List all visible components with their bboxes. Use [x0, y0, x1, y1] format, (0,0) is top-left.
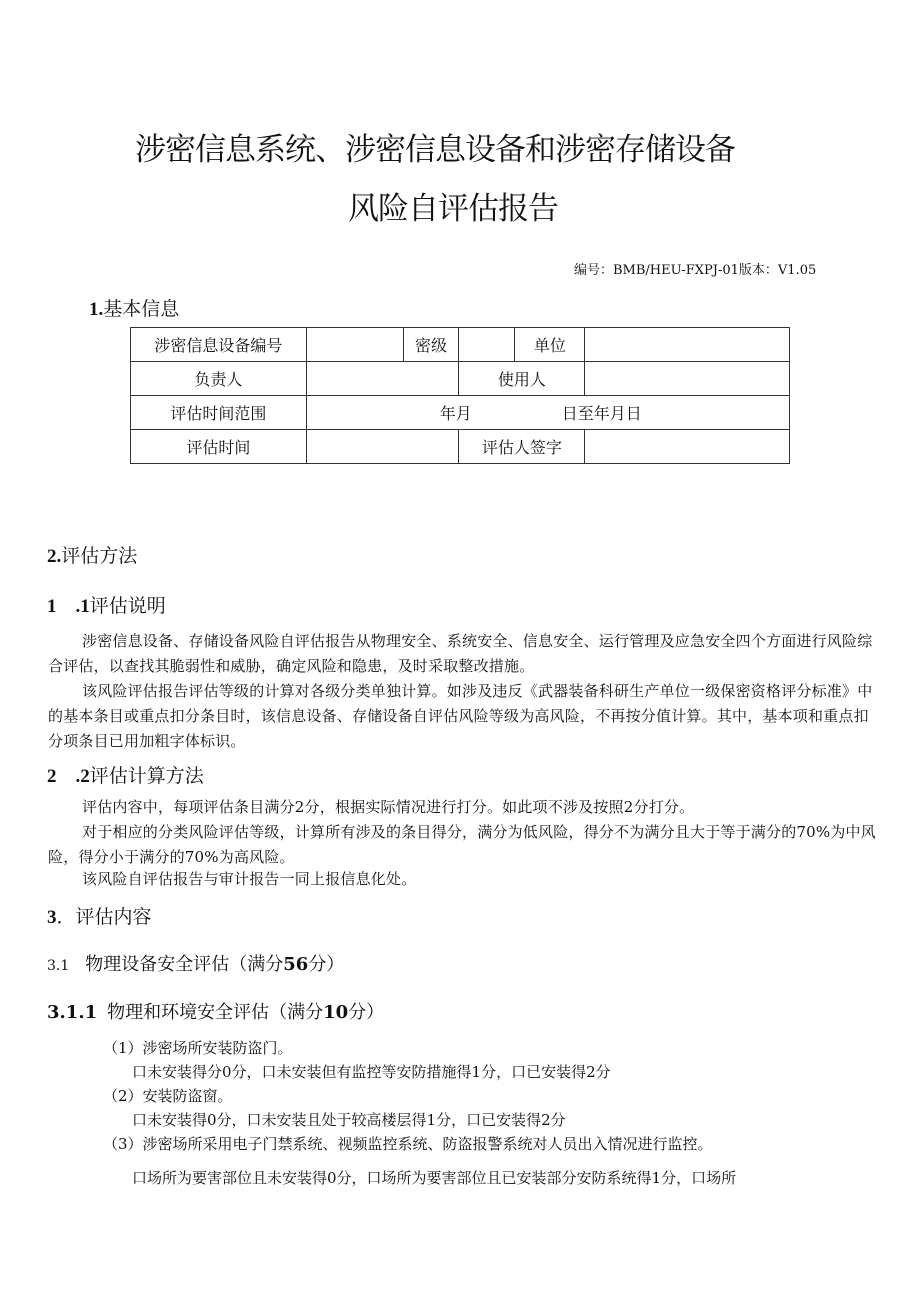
- section3-1-title: 物理设备安全评估（满分: [85, 954, 284, 975]
- section3-1-end: 分）: [308, 954, 345, 975]
- table-row: [131, 362, 790, 396]
- section2-number: 2.: [47, 546, 62, 567]
- time-range-to: 日至年月日: [561, 404, 642, 423]
- section3-number: 3: [47, 907, 57, 928]
- table-row: [131, 396, 790, 430]
- list-item: （3）涉密场所采用电子门禁系统、视频监控系统、防盗报警系统对人员出入情况进行监控。: [103, 1135, 713, 1153]
- secret-level-field[interactable]: [459, 328, 515, 362]
- section2-title: 评估方法: [61, 545, 138, 567]
- paragraph-2-1-a: 涉密信息设备、存储设备风险自评估报告从物理安全、系统安全、信息安全、运行管理及应急安全四个方面进行风险综合评估，以查找其脆弱性和威胁，确定风险和隐患，及时采取整改措施。: [48, 632, 873, 675]
- label-assess-time: 评估时间: [131, 430, 307, 464]
- doc-title-line1: 涉密信息系统、涉密信息设备和涉密存储设备: [135, 132, 735, 168]
- option-line[interactable]: 口场所为要害部位且未安装得0分，口场所为要害部位且已安装部分安防系统得1分，口场所: [132, 1169, 737, 1187]
- section3-1-1-end: 分）: [348, 1002, 385, 1023]
- section2-2-heading: [47, 761, 204, 788]
- time-range-field[interactable]: [306, 396, 789, 430]
- section2-1-number: 1 .1: [47, 596, 90, 617]
- assessor-signature-field[interactable]: [585, 430, 790, 464]
- section3-1-score: 56: [283, 954, 309, 975]
- section3-1-1-number: 3.1.1: [47, 1002, 98, 1023]
- label-unit: 单位: [515, 328, 585, 362]
- label-assessor-signature: 评估人签字: [459, 430, 585, 464]
- label-user: 使用人: [459, 362, 585, 396]
- section1-number: 1.: [89, 299, 104, 320]
- option-line[interactable]: 口未安装得分0分，口未安装但有监控等安防措施得1分，口已安装得2分: [132, 1063, 611, 1081]
- section2-1-title: 评估说明: [89, 595, 166, 617]
- owner-field[interactable]: [306, 362, 459, 396]
- list-item: （2）安装防盗窗。: [103, 1087, 233, 1105]
- unit-field[interactable]: [585, 328, 790, 362]
- time-range-from: 年月: [439, 404, 472, 423]
- table-row: [131, 328, 790, 362]
- section2-2-number: 2 .2: [47, 766, 90, 787]
- table-row: [131, 430, 790, 464]
- section3-heading: [47, 902, 152, 929]
- label-device-number: 涉密信息设备编号: [131, 328, 307, 362]
- section2-2-title: 评估计算方法: [89, 765, 204, 787]
- label-time-range: 评估时间范围: [131, 396, 307, 430]
- paragraph-2-1-b: 该风险评估报告评估等级的计算对各级分类单独计算。如涉及违反《武器装备科研生产单位一级保密资格评分标准》中的基本条目或重点扣分条目时，该信息设备、存储设备自评估风险等级为高风险，不再按分值计算。其中，基本项和重点扣分项条目已用加粗字体标识。: [48, 682, 873, 750]
- section2-heading: [47, 541, 137, 568]
- label-secret-level: 密级: [403, 328, 459, 362]
- section3-title: ．评估内容: [56, 906, 152, 928]
- section3-1-1-score: 10: [323, 1002, 349, 1023]
- section1-heading: [89, 294, 179, 321]
- section2-1-heading: [47, 591, 166, 618]
- doc-title-line2: 风险自评估报告: [348, 191, 558, 227]
- paragraph-2-2-b: 对于相应的分类风险评估等级，计算所有涉及的条目得分，满分为低风险，得分不为满分且大于等于满分的70%为中风险，得分小于满分的70%为高风险。: [48, 823, 876, 866]
- list-item: （1）涉密场所安装防盗门。: [103, 1039, 293, 1057]
- section3-1-1-title: 物理和环境安全评估（满分: [107, 1002, 324, 1023]
- assess-time-field[interactable]: [306, 430, 459, 464]
- label-owner: 负责人: [131, 362, 307, 396]
- section3-1-number: 3.1: [47, 958, 70, 974]
- section3-1-heading: [47, 950, 344, 976]
- paragraph-2-2-a: 评估内容中，每项评估条目满分2分，根据实际情况进行打分。如此项不涉及按照2分打分。: [82, 798, 695, 816]
- paragraph-2-2-c: 该风险自评估报告与审计报告一同上报信息化处。: [82, 870, 417, 888]
- device-number-field[interactable]: [306, 328, 403, 362]
- basic-info-table: [130, 327, 790, 464]
- option-line[interactable]: 口未安装得0分，口未安装且处于较高楼层得1分，口已安装得2分: [132, 1111, 566, 1129]
- section3-1-1-heading: [47, 998, 384, 1024]
- user-field[interactable]: [585, 362, 790, 396]
- doc-number: 编号：BMB/HEU-FXPJ-01版本：V1.05: [574, 263, 817, 278]
- section1-title: 基本信息: [103, 298, 180, 320]
